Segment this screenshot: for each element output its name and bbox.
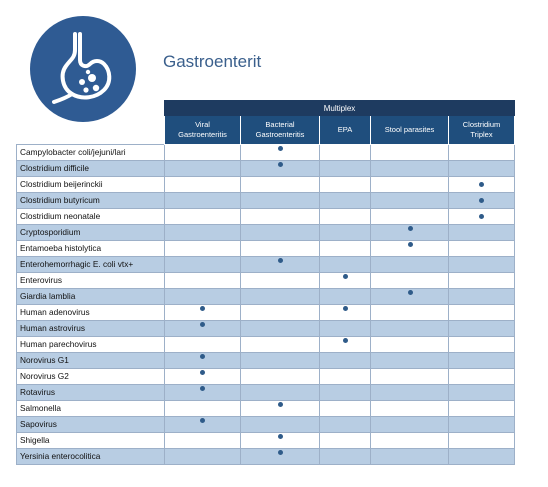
mark-cell [241, 289, 320, 305]
mark-cell [165, 145, 241, 161]
mark-cell [320, 401, 371, 417]
page-title: Gastroenterit [163, 52, 262, 71]
mark-cell [320, 449, 371, 465]
mark-cell [449, 241, 515, 257]
dot-marker [408, 226, 413, 231]
mark-cell [371, 321, 449, 337]
table-row [17, 369, 515, 385]
mark-cell [241, 449, 320, 465]
dot-marker [278, 162, 283, 167]
column-header-line: EPA [337, 125, 353, 134]
mark-cell [320, 225, 371, 241]
pathogen-name: Enterohemorrhagic E. coli vtx+ [17, 257, 165, 273]
table-row [17, 449, 515, 465]
mark-cell [165, 225, 241, 241]
header-blank [17, 116, 165, 145]
dot-marker [343, 338, 348, 343]
mark-cell [449, 449, 515, 465]
column-header [371, 116, 449, 145]
pathogen-name: Yersinia enterocolitica [17, 449, 165, 465]
mark-cell [241, 273, 320, 289]
dot-marker [278, 146, 283, 151]
mark-cell [320, 433, 371, 449]
mark-cell [165, 321, 241, 337]
mark-cell [241, 321, 320, 337]
mark-cell [241, 353, 320, 369]
mark-cell [371, 257, 449, 273]
table-row [17, 305, 515, 321]
mark-cell [165, 177, 241, 193]
pathogen-name: Campylobacter coli/jejuni/lari [17, 145, 165, 161]
mark-cell [371, 337, 449, 353]
mark-cell [165, 449, 241, 465]
pathogen-name: Clostridium neonatale [17, 209, 165, 225]
mark-cell [371, 417, 449, 433]
mark-cell [165, 337, 241, 353]
mark-cell [320, 417, 371, 433]
mark-cell [320, 145, 371, 161]
mark-cell [449, 433, 515, 449]
mark-cell [165, 273, 241, 289]
mark-cell [449, 321, 515, 337]
dot-marker [479, 182, 484, 187]
mark-cell [165, 433, 241, 449]
mark-cell [165, 353, 241, 369]
mark-cell [371, 145, 449, 161]
mark-cell [371, 449, 449, 465]
mark-cell [449, 193, 515, 209]
mark-cell [371, 401, 449, 417]
table-row [17, 385, 515, 401]
pathogen-name: Clostridium difficile [17, 161, 165, 177]
dot-marker [278, 450, 283, 455]
pathogen-name: Sapovirus [17, 417, 165, 433]
table-row [17, 145, 515, 161]
pathogen-name: Human parechovirus [17, 337, 165, 353]
dot-marker [408, 242, 413, 247]
multiplex-header-row [17, 101, 515, 116]
mark-cell [320, 305, 371, 321]
mark-cell [241, 241, 320, 257]
dot-marker [278, 258, 283, 263]
mark-cell [165, 161, 241, 177]
mark-cell [165, 385, 241, 401]
mark-cell [165, 241, 241, 257]
pathogen-name: Giardia lamblia [17, 289, 165, 305]
column-header-line: Clostridium [462, 120, 501, 129]
mark-cell [371, 273, 449, 289]
pathogen-name: Clostridium butyricum [17, 193, 165, 209]
mark-cell [449, 353, 515, 369]
mark-cell [165, 417, 241, 433]
mark-cell [241, 225, 320, 241]
dot-marker [200, 354, 205, 359]
pathogen-name: Human adenovirus [17, 305, 165, 321]
dot-marker [200, 306, 205, 311]
pathogen-name: Salmonella [17, 401, 165, 417]
pathogen-name: Norovirus G2 [17, 369, 165, 385]
column-header-line: Gastroenteritis [178, 130, 227, 139]
mark-cell [241, 385, 320, 401]
mark-cell [241, 257, 320, 273]
mark-cell [371, 225, 449, 241]
mark-cell [241, 209, 320, 225]
mark-cell [449, 257, 515, 273]
mark-cell [371, 385, 449, 401]
mark-cell [449, 177, 515, 193]
column-header-line: Bacterial [265, 120, 295, 129]
column-header-line: Stool parasites [384, 125, 435, 134]
table-row [17, 337, 515, 353]
dot-marker [343, 274, 348, 279]
mark-cell [371, 305, 449, 321]
table-row [17, 209, 515, 225]
dot-marker [200, 322, 205, 327]
mark-cell [371, 241, 449, 257]
mark-cell [320, 257, 371, 273]
pathogen-name: Rotavirus [17, 385, 165, 401]
mark-cell [320, 177, 371, 193]
mark-cell [165, 369, 241, 385]
dot-marker [200, 386, 205, 391]
mark-cell [371, 209, 449, 225]
mark-cell [165, 305, 241, 321]
mark-cell [165, 289, 241, 305]
mark-cell [371, 193, 449, 209]
dot-marker [479, 214, 484, 219]
header-blank [17, 101, 165, 116]
mark-cell [320, 209, 371, 225]
table-row [17, 177, 515, 193]
table-row [17, 433, 515, 449]
mark-cell [320, 369, 371, 385]
dot-marker [343, 306, 348, 311]
pathogen-table [16, 100, 515, 465]
column-header-row [17, 116, 515, 145]
mark-cell [241, 433, 320, 449]
column-header [449, 116, 515, 145]
mark-cell [371, 433, 449, 449]
dot-marker [200, 370, 205, 375]
pathogen-name: Clostridium beijerinckii [17, 177, 165, 193]
mark-cell [320, 161, 371, 177]
column-header [165, 116, 241, 145]
mark-cell [320, 353, 371, 369]
mark-cell [449, 385, 515, 401]
mark-cell [449, 225, 515, 241]
column-header-line: Triplex [470, 130, 493, 139]
pathogen-name: Human astrovirus [17, 321, 165, 337]
mark-cell [241, 145, 320, 161]
mark-cell [449, 209, 515, 225]
mark-cell [165, 401, 241, 417]
mark-cell [241, 161, 320, 177]
mark-cell [241, 369, 320, 385]
pathogen-name: Cryptosporidium [17, 225, 165, 241]
table-row [17, 257, 515, 273]
mark-cell [371, 161, 449, 177]
mark-cell [449, 417, 515, 433]
mark-cell [320, 241, 371, 257]
mark-cell [241, 305, 320, 321]
multiplex-header: Multiplex [165, 101, 515, 116]
mark-cell [320, 289, 371, 305]
mark-cell [449, 145, 515, 161]
table-row [17, 417, 515, 433]
dot-marker [479, 198, 484, 203]
mark-cell [241, 177, 320, 193]
mark-cell [371, 289, 449, 305]
mark-cell [320, 273, 371, 289]
dot-marker [278, 434, 283, 439]
mark-cell [449, 289, 515, 305]
mark-cell [449, 337, 515, 353]
mark-cell [241, 401, 320, 417]
mark-cell [449, 161, 515, 177]
column-header [320, 116, 371, 145]
table-row [17, 241, 515, 257]
mark-cell [165, 193, 241, 209]
mark-cell [320, 321, 371, 337]
column-header-line: Viral [195, 120, 210, 129]
mark-cell [371, 369, 449, 385]
mark-cell [320, 385, 371, 401]
table-row [17, 225, 515, 241]
mark-cell [241, 337, 320, 353]
mark-cell [320, 337, 371, 353]
mark-cell [320, 193, 371, 209]
dot-marker [408, 290, 413, 295]
table-row [17, 401, 515, 417]
dot-marker [200, 418, 205, 423]
table-row [17, 353, 515, 369]
mark-cell [165, 209, 241, 225]
table-row [17, 273, 515, 289]
mark-cell [165, 257, 241, 273]
table-row [17, 321, 515, 337]
pathogen-name: Norovirus G1 [17, 353, 165, 369]
mark-cell [241, 417, 320, 433]
pathogen-name: Enterovirus [17, 273, 165, 289]
mark-cell [449, 369, 515, 385]
column-header [241, 116, 320, 145]
mark-cell [241, 193, 320, 209]
mark-cell [449, 273, 515, 289]
column-header-line: Gastroenteritis [255, 130, 305, 139]
table-row [17, 289, 515, 305]
mark-cell [449, 305, 515, 321]
mark-cell [371, 353, 449, 369]
pathogen-name: Entamoeba histolytica [17, 241, 165, 257]
table-row [17, 193, 515, 209]
dot-marker [278, 402, 283, 407]
table-row [17, 161, 515, 177]
pathogen-name: Shigella [17, 433, 165, 449]
mark-cell [449, 401, 515, 417]
mark-cell [371, 177, 449, 193]
